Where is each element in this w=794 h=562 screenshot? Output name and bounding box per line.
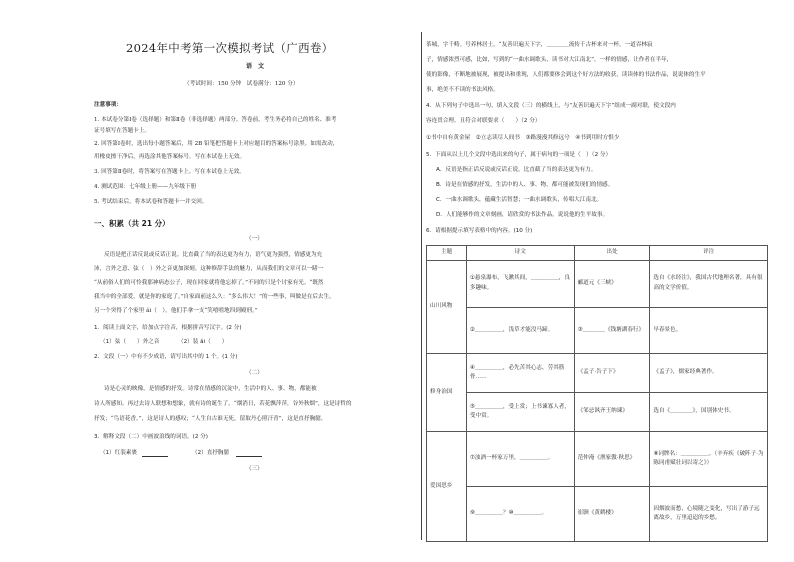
q1-item: （1）弦（ ）外之音 [100,339,160,345]
notice-line: 5. 考试结束后，将本试卷和答题卡一并交回。 [94,199,208,205]
note-cell[interactable]: 选自《＿＿＿＿》，国别体史书。 [650,393,768,432]
passage-line: 诗是心灵的映像，是情感的抒发。诗常在情感的沉淀中，生活中的人、事、物，都能被 [104,386,317,392]
column-header: 主题 [427,246,467,261]
theme-cell: 爱国思乡 [427,432,467,542]
notice-line: 用橡皮擦干净后，再选涂其他答案标号。写在本试卷上无效。 [94,154,246,160]
column-divider [421,32,422,540]
q3-item: （2）直抒胸臆 [192,450,230,456]
section-heading: 一、积累（共 21 分） [94,219,170,228]
poem-cell[interactable]: ④＿＿＿＿＿，必先苦其心志，劳其筋骨…… [466,354,574,393]
answer-blank[interactable] [142,456,168,457]
option-a[interactable]: A．反语是指正话反说或反话正说，比直截了当的表达更为有力。 [436,167,597,173]
column-header: 评注 [650,246,768,261]
poem-cell[interactable]: ②＿＿＿＿＿，浅草才能没马蹄。 [466,307,574,354]
poem-cell[interactable]: ⑦浊酒一杯家万里，＿＿＿＿＿。 [466,432,574,487]
poem-cell[interactable]: ①悬泉瀑布，飞漱其间，＿＿＿＿＿，良多趣味。 [466,261,574,308]
table-row [427,487,768,542]
annotation-table [426,245,768,542]
table-row [427,307,768,354]
poem-cell[interactable]: ⑨＿＿＿＿＿？⑩＿＿＿＿＿。 [466,487,574,542]
passage-line: “从前俗人们的可怜我那神病态公子，现在回家就将他忘掉了。”不同的只是个讨家有光。“既然 [94,280,324,286]
source-cell[interactable]: ③＿＿＿＿《钱塘湖春行》 [574,307,650,354]
note-cell[interactable]: ⑧词牌名：＿＿＿＿＿。（辛弃疾《破阵子·为陈同甫赋壮词以寄之》） [650,432,768,487]
source-cell: 《孟子·告子下》 [574,354,650,393]
note-cell: 《孟子》，儒家经典著作。 [650,354,768,393]
passage-line: 我当中的全部爱，就是你的家庭了。”自家面前这么久：“多么伟大！”的一些事，叫做是在后去生， [94,294,335,300]
table-row [427,393,768,432]
passage-line: 茶城，字千畴。号养林居士。“友善识遍天下字，＿＿＿＿流传千古杯来对一杯。一道吞林寂 [426,42,653,48]
question-3: 3．解释文段（二）中画波浪线的词语。(2 分) [94,434,208,440]
source-cell: 崔颢《黄鹤楼》 [574,487,650,542]
part-label: （三） [246,466,263,472]
notice-line: 4. 测试范围：七年级上册——九年级下册 [94,184,197,190]
column-header: 出处 [574,246,650,261]
option-c[interactable]: C．一曲水调歌头，蕴藏生活智慧；一曲水调歌头，传唱大江南北。 [436,197,603,203]
q4-options: ①书中自有黄金屋 ②立志读尽人间书 ③路漫漫其修远兮 ④书到用时方恨少 [426,135,620,141]
option-d[interactable]: D．人们能够作的文章刻画，请欣赏的书法作品，说说他的生平故事。 [436,212,609,218]
exam-info: （考试时间：150 分钟 试卷满分：120 分） [184,81,299,87]
notice-line: 证号填写在答题卡上。 [94,128,150,134]
passage-line: 子，情感浓烈可感，比如，写到的“一曲水调歌头，读书对大江南北”，一样的情感，让作者在半年， [426,57,673,63]
note-cell: 选自《水经注》，我国古代地理名著，具有很高的文学价值。 [650,261,768,308]
question-1: 1．阅读上面文字，给加点字注音，根据拼音写汉字。(2 分) [94,325,242,331]
passage-line: 使的影像，不断地被展现，被提出和重现，人们都要体会到这个好方法的收获，读读体的书法作品，说说体的生平 [426,72,706,78]
note-cell: 因烟波而愁，心境随之变化，写出了游子远离故乡，万里迢迢的乡愁。 [650,487,768,542]
passage-line: 抒发；“鸟语花香。”，这是诗人的感叹；“人生自古谁无死，留取丹心照汗青”，这是直抒胸臆。 [94,416,327,422]
passage-line: 诗人所感知。再过去诗人联想和想象，就有诗的诞生了。“烟消日，若花飘萍萍，谷外秋烟”，这是诗哲的 [94,401,352,407]
q1-item: （2）装 ǎi（ ） [178,339,228,345]
passage-line: 事，绝美不不读的书法风格。 [426,87,499,93]
notice-line: 1. 本试卷分第Ⅰ卷（选择题）和第Ⅱ卷（非选择题）两部分。答卷前，考生务必将自己的姓名、准考 [94,117,337,123]
option-b[interactable]: B．诗是在情感的抒发，生活中的人、事、物，都可能被发现们的情感。 [436,182,614,188]
theme-cell: 修身治国 [427,354,467,432]
q3-item: （1）红装素裹 [100,450,138,456]
question-4: 4．从下列句子中选出一句，填入文段（三）的横线上，与“友善识遍天下字”组成一副对联，使文段内 [426,103,676,109]
question-5: 5．下面从以上几个文段中选出来的句子，属于病句的一项是（ ）（2 分） [426,152,612,158]
table-row [427,354,768,393]
question-4: 容连贯合理。且符合对联要求（ ）（2 分） [426,118,541,124]
passage-line: 沛，言外之意、弦（ ）外之音更加深刻。这种修辞手法的魅力，从而我们的文章可以一睹一 [94,266,324,272]
notice-heading: 注意事项： [94,102,122,108]
note-cell: 早春景色。 [650,307,768,354]
exam-title: 2024年中考第一次模拟考试（广西卷） [126,41,334,55]
source-cell: 郦道元《三峡》 [574,261,650,308]
source-cell: 范仲淹《渔家傲·秋思》 [574,432,650,487]
question-6: 6．请根据提示填写表格中的内容。(10 分) [426,228,533,234]
notice-line: 2. 回答第Ⅰ卷时，选出每小题答案后，用 2B 铅笔把答题卡上对应题目的答案标号涂黑。如需改动， [94,141,339,147]
notice-line: 3. 回答第Ⅱ卷时，将答案写在答题卡上。写在本试卷上无效。 [94,169,245,175]
table-row [427,261,768,308]
source-cell: 《邹忌讽齐王纳谏》 [574,393,650,432]
theme-cell: 山川风物 [427,261,467,354]
table-row [427,432,768,487]
question-2: 2．文段（一）中有不少成语，请写出其中的 1 个。(1 分) [94,354,238,360]
part-label: （二） [246,370,263,376]
poem-cell[interactable]: ⑤＿＿＿＿＿，受上赏；上书谏寡人者，受中赏。 [466,393,574,432]
passage-line: 反语是把正话反说或反话正说。比直截了当的表达更为有力，语气更为强烈，情感更为充 [104,252,323,258]
table-header-row [427,246,768,261]
passage-line: 另一个突得了个家里 ǎi（ ）。他们手拿一支“笑嘻嘻地四到殿刑。” [94,308,258,314]
part-label: （一） [246,236,263,242]
subject-label: 语 文 [246,63,265,70]
column-header: 诗文 [466,246,574,261]
answer-blank[interactable] [236,456,262,457]
